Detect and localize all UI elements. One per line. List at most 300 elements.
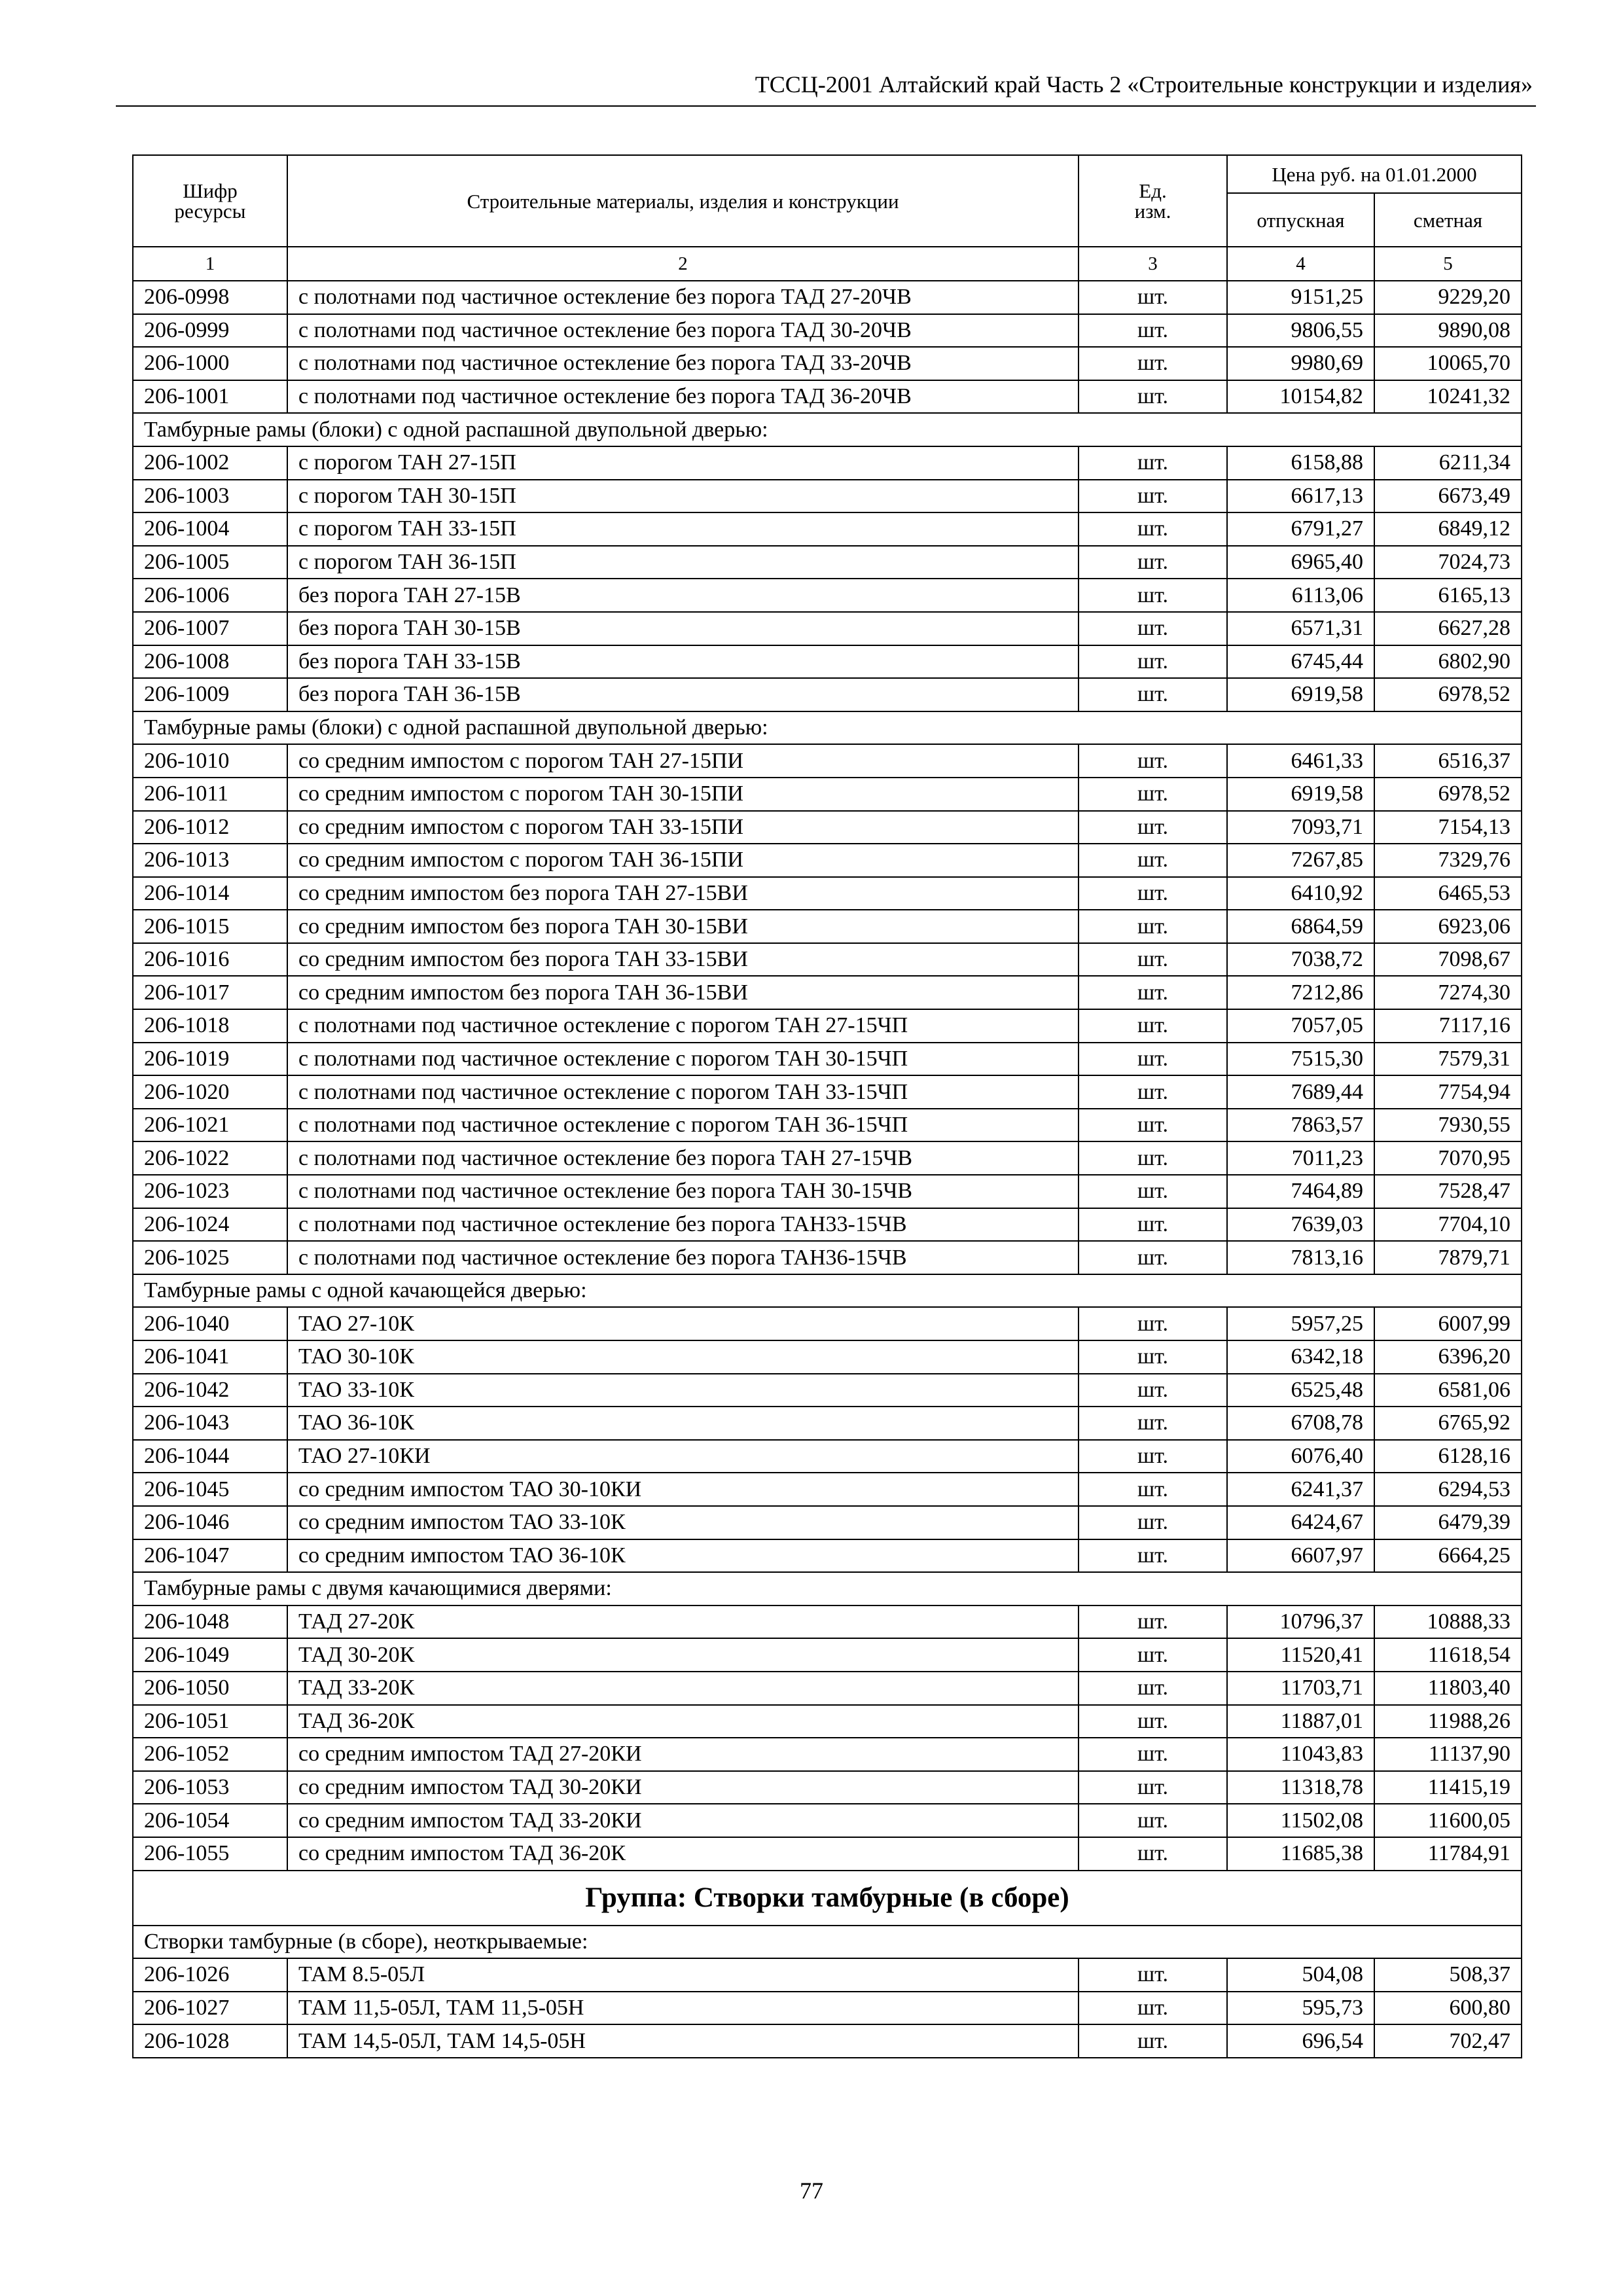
table-row	[133, 1075, 1522, 1109]
estimate-price-cell: 6765,92	[1374, 1407, 1522, 1440]
table-row	[133, 1992, 1522, 2025]
release-price-cell: 595,73	[1227, 1992, 1374, 2025]
column-header-price-group: Цена руб. на 01.01.2000	[1227, 155, 1522, 193]
estimate-price-cell: 11415,19	[1374, 1771, 1522, 1804]
column-header-estimate-price: сметная	[1374, 193, 1522, 247]
material-name-cell: со средним импостом ТАО 30-10КИ	[287, 1473, 1079, 1506]
unit-cell: шт.	[1079, 1175, 1227, 1208]
release-price-cell: 6745,44	[1227, 645, 1374, 679]
resource-code-cell: 206-1017	[133, 976, 287, 1009]
material-name-cell: с порогом ТАН 27-15П	[287, 446, 1079, 480]
release-price-cell: 7639,03	[1227, 1208, 1374, 1242]
estimate-price-cell: 508,37	[1374, 1958, 1522, 1992]
estimate-price-cell: 6627,28	[1374, 612, 1522, 645]
section-heading: Тамбурные рамы (блоки) с одной распашной двупольной дверью:	[133, 711, 1522, 745]
table-row	[133, 1208, 1522, 1242]
material-name-cell: с полотнами под частичное остекление без порога ТАД 33-20ЧВ	[287, 347, 1079, 380]
resource-code-cell: 206-1005	[133, 546, 287, 579]
estimate-price-cell: 11137,90	[1374, 1738, 1522, 1771]
table-row	[133, 1605, 1522, 1639]
table-row	[133, 1804, 1522, 1837]
price-table	[132, 154, 1522, 2058]
material-name-cell: с полотнами под частичное остекление с порогом ТАН 27-15ЧП	[287, 1009, 1079, 1043]
material-name-cell: со средним импостом ТАД 30-20КИ	[287, 1771, 1079, 1804]
resource-code-cell: 206-1052	[133, 1738, 287, 1771]
group-heading: Группа: Створки тамбурные (в сборе)	[133, 1871, 1522, 1926]
estimate-price-cell: 7528,47	[1374, 1175, 1522, 1208]
release-price-cell: 6158,88	[1227, 446, 1374, 480]
estimate-price-cell: 6673,49	[1374, 480, 1522, 513]
unit-cell: шт.	[1079, 380, 1227, 414]
estimate-price-cell: 7879,71	[1374, 1241, 1522, 1274]
release-price-cell: 6571,31	[1227, 612, 1374, 645]
resource-code-cell: 206-1008	[133, 645, 287, 679]
estimate-price-cell: 6581,06	[1374, 1374, 1522, 1407]
unit-cell: шт.	[1079, 1009, 1227, 1043]
unit-cell: шт.	[1079, 778, 1227, 811]
table-row	[133, 1771, 1522, 1804]
table-row	[133, 645, 1522, 679]
estimate-price-cell: 11988,26	[1374, 1705, 1522, 1738]
material-name-cell: ТАД 36-20К	[287, 1705, 1079, 1738]
estimate-price-cell: 6294,53	[1374, 1473, 1522, 1506]
table-row	[133, 811, 1522, 844]
table-row	[133, 1407, 1522, 1440]
release-price-cell: 11502,08	[1227, 1804, 1374, 1837]
resource-code-cell: 206-1006	[133, 579, 287, 612]
material-name-cell: без порога ТАН 33-15В	[287, 645, 1079, 679]
estimate-price-cell: 7117,16	[1374, 1009, 1522, 1043]
resource-code-cell: 206-1002	[133, 446, 287, 480]
table-row	[133, 1672, 1522, 1705]
resource-code-cell: 206-1007	[133, 612, 287, 645]
unit-cell: шт.	[1079, 877, 1227, 910]
table-body	[133, 281, 1522, 2058]
column-number: 4	[1227, 247, 1374, 281]
resource-code-cell: 206-1018	[133, 1009, 287, 1043]
release-price-cell: 9806,55	[1227, 314, 1374, 348]
unit-cell: шт.	[1079, 1307, 1227, 1340]
material-name-cell: со средним импостом с порогом ТАН 33-15ПИ	[287, 811, 1079, 844]
release-price-cell: 11887,01	[1227, 1705, 1374, 1738]
resource-code-cell: 206-1043	[133, 1407, 287, 1440]
resource-code-cell: 206-1046	[133, 1506, 287, 1539]
column-header-release-price: отпускная	[1227, 193, 1374, 247]
unit-cell: шт.	[1079, 1605, 1227, 1639]
resource-code-cell: 206-1042	[133, 1374, 287, 1407]
unit-cell: шт.	[1079, 1141, 1227, 1175]
estimate-price-cell: 6516,37	[1374, 744, 1522, 778]
estimate-price-cell: 11600,05	[1374, 1804, 1522, 1837]
material-name-cell: со средним импостом без порога ТАН 33-15ВИ	[287, 943, 1079, 977]
release-price-cell: 6342,18	[1227, 1340, 1374, 1374]
release-price-cell: 6424,67	[1227, 1506, 1374, 1539]
table-row	[133, 1705, 1522, 1738]
material-name-cell: ТАД 33-20К	[287, 1672, 1079, 1705]
resource-code-cell: 206-1048	[133, 1605, 287, 1639]
unit-cell: шт.	[1079, 744, 1227, 778]
resource-code-cell: 206-1024	[133, 1208, 287, 1242]
estimate-price-cell: 10888,33	[1374, 1605, 1522, 1639]
release-price-cell: 10796,37	[1227, 1605, 1374, 1639]
column-number: 3	[1079, 247, 1227, 281]
resource-code-cell: 206-1044	[133, 1440, 287, 1473]
material-name-cell: с полотнами под частичное остекление с порогом ТАН 36-15ЧП	[287, 1109, 1079, 1142]
unit-cell: шт.	[1079, 943, 1227, 977]
table-row	[133, 1009, 1522, 1043]
release-price-cell: 7038,72	[1227, 943, 1374, 977]
resource-code-cell: 206-1003	[133, 480, 287, 513]
section-heading-row	[133, 1274, 1522, 1308]
unit-cell: шт.	[1079, 1473, 1227, 1506]
estimate-price-cell: 6465,53	[1374, 877, 1522, 910]
table-row	[133, 480, 1522, 513]
table-row	[133, 844, 1522, 877]
column-number: 5	[1374, 247, 1522, 281]
resource-code-cell: 206-1015	[133, 910, 287, 943]
material-name-cell: ТАМ 11,5-05Л, ТАМ 11,5-05Н	[287, 1992, 1079, 2025]
estimate-price-cell: 6007,99	[1374, 1307, 1522, 1340]
table-header	[133, 155, 1522, 281]
unit-cell: шт.	[1079, 281, 1227, 314]
estimate-price-cell: 11803,40	[1374, 1672, 1522, 1705]
estimate-price-cell: 6978,52	[1374, 778, 1522, 811]
table-row	[133, 1175, 1522, 1208]
resource-code-cell: 206-1047	[133, 1539, 287, 1573]
estimate-price-cell: 7098,67	[1374, 943, 1522, 977]
unit-cell: шт.	[1079, 1407, 1227, 1440]
resource-code-cell: 206-0998	[133, 281, 287, 314]
unit-cell: шт.	[1079, 1638, 1227, 1672]
estimate-price-cell: 6165,13	[1374, 579, 1522, 612]
unit-cell: шт.	[1079, 976, 1227, 1009]
release-price-cell: 6708,78	[1227, 1407, 1374, 1440]
section-heading-row	[133, 1572, 1522, 1605]
release-price-cell: 11520,41	[1227, 1638, 1374, 1672]
release-price-cell: 6919,58	[1227, 778, 1374, 811]
material-name-cell: ТАО 27-10К	[287, 1307, 1079, 1340]
material-name-cell: с порогом ТАН 30-15П	[287, 480, 1079, 513]
material-name-cell: с полотнами под частичное остекление без порога ТАН 27-15ЧВ	[287, 1141, 1079, 1175]
resource-code-cell: 206-1021	[133, 1109, 287, 1142]
release-price-cell: 7863,57	[1227, 1109, 1374, 1142]
material-name-cell: со средним импостом ТАД 33-20КИ	[287, 1804, 1079, 1837]
material-name-cell: ТАО 27-10КИ	[287, 1440, 1079, 1473]
resource-code-cell: 206-1020	[133, 1075, 287, 1109]
unit-cell: шт.	[1079, 1738, 1227, 1771]
table-row	[133, 281, 1522, 314]
unit-cell: шт.	[1079, 480, 1227, 513]
estimate-price-cell: 7024,73	[1374, 546, 1522, 579]
estimate-price-cell: 6128,16	[1374, 1440, 1522, 1473]
table-row	[133, 678, 1522, 711]
resource-code-cell: 206-1049	[133, 1638, 287, 1672]
estimate-price-cell: 6802,90	[1374, 645, 1522, 679]
unit-cell: шт.	[1079, 446, 1227, 480]
estimate-price-cell: 10065,70	[1374, 347, 1522, 380]
material-name-cell: со средним импостом без порога ТАН 30-15ВИ	[287, 910, 1079, 943]
table-row	[133, 1837, 1522, 1871]
group-heading-row	[133, 1871, 1522, 1926]
unit-cell: шт.	[1079, 314, 1227, 348]
release-price-cell: 696,54	[1227, 2024, 1374, 2058]
unit-cell: шт.	[1079, 1075, 1227, 1109]
material-name-cell: со средним импостом с порогом ТАН 30-15ПИ	[287, 778, 1079, 811]
material-name-cell: ТАМ 8.5-05Л	[287, 1958, 1079, 1992]
table-row	[133, 1374, 1522, 1407]
unit-cell: шт.	[1079, 1771, 1227, 1804]
table-row	[133, 1241, 1522, 1274]
table-row	[133, 744, 1522, 778]
table-row	[133, 1638, 1522, 1672]
estimate-price-cell: 7329,76	[1374, 844, 1522, 877]
table-row	[133, 1109, 1522, 1142]
column-number-row	[133, 247, 1522, 281]
resource-code-cell: 206-1009	[133, 678, 287, 711]
table-row	[133, 1506, 1522, 1539]
section-heading: Тамбурные рамы с двумя качающимися дверями:	[133, 1572, 1522, 1605]
section-heading: Тамбурные рамы (блоки) с одной распашной двупольной дверью:	[133, 413, 1522, 446]
material-name-cell: ТАО 33-10К	[287, 1374, 1079, 1407]
estimate-price-cell: 7274,30	[1374, 976, 1522, 1009]
estimate-price-cell: 6923,06	[1374, 910, 1522, 943]
unit-cell: шт.	[1079, 1672, 1227, 1705]
resource-code-cell: 206-1055	[133, 1837, 287, 1871]
unit-cell: шт.	[1079, 1374, 1227, 1407]
resource-code-cell: 206-1040	[133, 1307, 287, 1340]
page-header-title: ТССЦ-2001 Алтайский край Часть 2 «Строительные конструкции и изделия»	[755, 71, 1533, 98]
unit-cell: шт.	[1079, 1992, 1227, 2025]
release-price-cell: 6864,59	[1227, 910, 1374, 943]
resource-code-cell: 206-1014	[133, 877, 287, 910]
table-row	[133, 446, 1522, 480]
material-name-cell: со средним импостом ТАД 27-20КИ	[287, 1738, 1079, 1771]
estimate-price-cell: 6849,12	[1374, 512, 1522, 546]
estimate-price-cell: 600,80	[1374, 1992, 1522, 2025]
table-row	[133, 1340, 1522, 1374]
release-price-cell: 6791,27	[1227, 512, 1374, 546]
unit-cell: шт.	[1079, 811, 1227, 844]
resource-code-cell: 206-1051	[133, 1705, 287, 1738]
material-name-cell: со средним импостом с порогом ТАН 27-15ПИ	[287, 744, 1079, 778]
table-row	[133, 1473, 1522, 1506]
resource-code-cell: 206-1012	[133, 811, 287, 844]
release-price-cell: 6525,48	[1227, 1374, 1374, 1407]
release-price-cell: 6076,40	[1227, 1440, 1374, 1473]
material-name-cell: ТАД 30-20К	[287, 1638, 1079, 1672]
unit-cell: шт.	[1079, 347, 1227, 380]
release-price-cell: 7267,85	[1227, 844, 1374, 877]
material-name-cell: с порогом ТАН 36-15П	[287, 546, 1079, 579]
material-name-cell: со средним импостом с порогом ТАН 36-15ПИ	[287, 844, 1079, 877]
material-name-cell: с полотнами под частичное остекление без порога ТАН33-15ЧВ	[287, 1208, 1079, 1242]
table-row	[133, 1307, 1522, 1340]
unit-cell: шт.	[1079, 910, 1227, 943]
table-row	[133, 778, 1522, 811]
estimate-price-cell: 7579,31	[1374, 1043, 1522, 1076]
table-row	[133, 910, 1522, 943]
header-rule	[116, 105, 1536, 107]
unit-cell: шт.	[1079, 1440, 1227, 1473]
unit-cell: шт.	[1079, 612, 1227, 645]
section-heading-row	[133, 711, 1522, 745]
release-price-cell: 7515,30	[1227, 1043, 1374, 1076]
material-name-cell: без порога ТАН 30-15В	[287, 612, 1079, 645]
release-price-cell: 7057,05	[1227, 1009, 1374, 1043]
release-price-cell: 6410,92	[1227, 877, 1374, 910]
unit-cell: шт.	[1079, 1958, 1227, 1992]
unit-cell: шт.	[1079, 1837, 1227, 1871]
release-price-cell: 10154,82	[1227, 380, 1374, 414]
resource-code-cell: 206-1004	[133, 512, 287, 546]
estimate-price-cell: 6479,39	[1374, 1506, 1522, 1539]
release-price-cell: 504,08	[1227, 1958, 1374, 1992]
column-number: 2	[287, 247, 1079, 281]
resource-code-cell: 206-1013	[133, 844, 287, 877]
release-price-cell: 9151,25	[1227, 281, 1374, 314]
table-row	[133, 314, 1522, 348]
material-name-cell: со средним импостом ТАО 33-10К	[287, 1506, 1079, 1539]
estimate-price-cell: 7930,55	[1374, 1109, 1522, 1142]
material-name-cell: со средним импостом ТАД 36-20К	[287, 1837, 1079, 1871]
table-row	[133, 612, 1522, 645]
resource-code-cell: 206-1050	[133, 1672, 287, 1705]
unit-cell: шт.	[1079, 1043, 1227, 1076]
estimate-price-cell: 6978,52	[1374, 678, 1522, 711]
estimate-price-cell: 6396,20	[1374, 1340, 1522, 1374]
table-row	[133, 1539, 1522, 1573]
resource-code-cell: 206-1011	[133, 778, 287, 811]
estimate-price-cell: 702,47	[1374, 2024, 1522, 2058]
material-name-cell: с полотнами под частичное остекление без порога ТАН36-15ЧВ	[287, 1241, 1079, 1274]
material-name-cell: ТАО 30-10К	[287, 1340, 1079, 1374]
column-number: 1	[133, 247, 287, 281]
release-price-cell: 6965,40	[1227, 546, 1374, 579]
section-heading-row	[133, 1926, 1522, 1959]
resource-code-cell: 206-0999	[133, 314, 287, 348]
unit-cell: шт.	[1079, 579, 1227, 612]
material-name-cell: ТАО 36-10К	[287, 1407, 1079, 1440]
resource-code-cell: 206-1019	[133, 1043, 287, 1076]
resource-code-cell: 206-1023	[133, 1175, 287, 1208]
table-row	[133, 347, 1522, 380]
release-price-cell: 11703,71	[1227, 1672, 1374, 1705]
unit-cell: шт.	[1079, 1208, 1227, 1242]
resource-code-cell: 206-1054	[133, 1804, 287, 1837]
material-name-cell: со средним импостом без порога ТАН 27-15ВИ	[287, 877, 1079, 910]
unit-cell: шт.	[1079, 512, 1227, 546]
release-price-cell: 6617,13	[1227, 480, 1374, 513]
table-row	[133, 943, 1522, 977]
table-row	[133, 976, 1522, 1009]
unit-cell: шт.	[1079, 2024, 1227, 2058]
material-name-cell: со средним импостом ТАО 36-10К	[287, 1539, 1079, 1573]
section-heading: Тамбурные рамы с одной качающейся дверью:	[133, 1274, 1522, 1308]
estimate-price-cell: 9890,08	[1374, 314, 1522, 348]
table-row	[133, 2024, 1522, 2058]
release-price-cell: 5957,25	[1227, 1307, 1374, 1340]
release-price-cell: 9980,69	[1227, 347, 1374, 380]
unit-cell: шт.	[1079, 1705, 1227, 1738]
unit-cell: шт.	[1079, 844, 1227, 877]
resource-code-cell: 206-1022	[133, 1141, 287, 1175]
unit-cell: шт.	[1079, 1506, 1227, 1539]
release-price-cell: 7689,44	[1227, 1075, 1374, 1109]
estimate-price-cell: 6664,25	[1374, 1539, 1522, 1573]
column-header-unit: Ед. изм.	[1079, 155, 1227, 247]
material-name-cell: с полотнами под частичное остекление без порога ТАД 27-20ЧВ	[287, 281, 1079, 314]
estimate-price-cell: 7154,13	[1374, 811, 1522, 844]
table-row	[133, 1440, 1522, 1473]
table-row	[133, 512, 1522, 546]
release-price-cell: 6607,97	[1227, 1539, 1374, 1573]
resource-code-cell: 206-1000	[133, 347, 287, 380]
unit-cell: шт.	[1079, 1340, 1227, 1374]
estimate-price-cell: 9229,20	[1374, 281, 1522, 314]
material-name-cell: с полотнами под частичное остекление с порогом ТАН 30-15ЧП	[287, 1043, 1079, 1076]
table-row	[133, 1958, 1522, 1992]
resource-code-cell: 206-1045	[133, 1473, 287, 1506]
material-name-cell: без порога ТАН 36-15В	[287, 678, 1079, 711]
release-price-cell: 7813,16	[1227, 1241, 1374, 1274]
release-price-cell: 7093,71	[1227, 811, 1374, 844]
material-name-cell: ТАМ 14,5-05Л, ТАМ 14,5-05Н	[287, 2024, 1079, 2058]
resource-code-cell: 206-1026	[133, 1958, 287, 1992]
table-row	[133, 579, 1522, 612]
unit-cell: шт.	[1079, 645, 1227, 679]
release-price-cell: 6919,58	[1227, 678, 1374, 711]
resource-code-cell: 206-1010	[133, 744, 287, 778]
release-price-cell: 11043,83	[1227, 1738, 1374, 1771]
material-name-cell: со средним импостом без порога ТАН 36-15ВИ	[287, 976, 1079, 1009]
estimate-price-cell: 6211,34	[1374, 446, 1522, 480]
estimate-price-cell: 7704,10	[1374, 1208, 1522, 1242]
page-number: 77	[800, 2178, 823, 2204]
unit-cell: шт.	[1079, 678, 1227, 711]
resource-code-cell: 206-1053	[133, 1771, 287, 1804]
material-name-cell: с полотнами под частичное остекление без порога ТАД 36-20ЧВ	[287, 380, 1079, 414]
estimate-price-cell: 11618,54	[1374, 1638, 1522, 1672]
release-price-cell: 6241,37	[1227, 1473, 1374, 1506]
unit-cell: шт.	[1079, 1241, 1227, 1274]
table-row	[133, 877, 1522, 910]
unit-cell: шт.	[1079, 546, 1227, 579]
estimate-price-cell: 7070,95	[1374, 1141, 1522, 1175]
release-price-cell: 6113,06	[1227, 579, 1374, 612]
unit-cell: шт.	[1079, 1539, 1227, 1573]
resource-code-cell: 206-1025	[133, 1241, 287, 1274]
material-name-cell: с порогом ТАН 33-15П	[287, 512, 1079, 546]
material-name-cell: с полотнами под частичное остекление без порога ТАД 30-20ЧВ	[287, 314, 1079, 348]
table-row	[133, 380, 1522, 414]
material-name-cell: с полотнами под частичное остекление без порога ТАН 30-15ЧВ	[287, 1175, 1079, 1208]
resource-code-cell: 206-1016	[133, 943, 287, 977]
column-header-code: Шифр ресурсы	[133, 155, 287, 247]
estimate-price-cell: 10241,32	[1374, 380, 1522, 414]
release-price-cell: 11318,78	[1227, 1771, 1374, 1804]
estimate-price-cell: 7754,94	[1374, 1075, 1522, 1109]
release-price-cell: 11685,38	[1227, 1837, 1374, 1871]
estimate-price-cell: 11784,91	[1374, 1837, 1522, 1871]
table-row	[133, 1141, 1522, 1175]
release-price-cell: 7464,89	[1227, 1175, 1374, 1208]
material-name-cell: ТАД 27-20К	[287, 1605, 1079, 1639]
material-name-cell: без порога ТАН 27-15В	[287, 579, 1079, 612]
table-row	[133, 1738, 1522, 1771]
unit-cell: шт.	[1079, 1109, 1227, 1142]
section-heading-row	[133, 413, 1522, 446]
unit-cell: шт.	[1079, 1804, 1227, 1837]
